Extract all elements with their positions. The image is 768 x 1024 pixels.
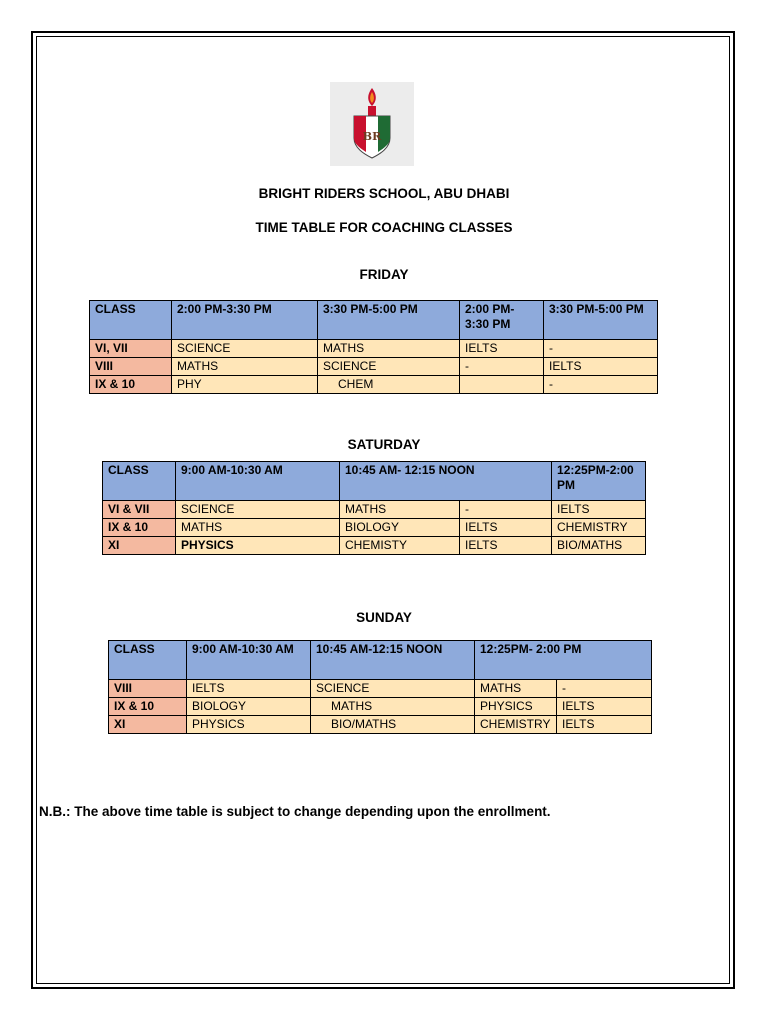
header-cell: 2:00 PM-3:30 PM xyxy=(172,301,318,340)
table-row xyxy=(103,501,646,519)
page-subtitle: TIME TABLE FOR COACHING CLASSES xyxy=(255,220,513,235)
header-cell: 2:00 PM-3:30 PM xyxy=(460,301,544,340)
saturday-heading: SATURDAY xyxy=(347,437,421,452)
school-logo xyxy=(330,82,414,166)
table-cell: SCIENCE xyxy=(318,358,460,376)
table-cell: MATHS xyxy=(172,358,318,376)
table-cell: - xyxy=(460,501,552,519)
table-cell: CHEMISTRY xyxy=(475,716,557,734)
torch-shield-icon xyxy=(330,82,414,166)
class-cell: IX & 10 xyxy=(103,519,176,537)
table-cell: PHYSICS xyxy=(475,698,557,716)
sunday-table xyxy=(108,640,652,734)
table-cell xyxy=(460,376,544,394)
class-cell: VIII xyxy=(90,358,172,376)
table-cell: MATHS xyxy=(318,340,460,358)
table-cell: - xyxy=(544,340,658,358)
table-cell: BIOLOGY xyxy=(340,519,460,537)
table-cell: IELTS xyxy=(552,501,646,519)
table-cell: - xyxy=(544,376,658,394)
header-cell: CLASS xyxy=(109,641,187,680)
table-header-row xyxy=(103,462,646,501)
table-row xyxy=(103,519,646,537)
table-cell: PHY xyxy=(172,376,318,394)
table-cell: - xyxy=(460,358,544,376)
table-cell: IELTS xyxy=(460,340,544,358)
logo-text: BR xyxy=(362,130,382,143)
table-row xyxy=(90,376,658,394)
table-cell: IELTS xyxy=(460,537,552,555)
class-cell: VIII xyxy=(109,680,187,698)
class-cell: XI xyxy=(109,716,187,734)
header-cell: 12:25PM- 2:00 PM xyxy=(475,641,652,680)
class-cell: IX & 10 xyxy=(109,698,187,716)
class-cell: VI & VII xyxy=(103,501,176,519)
header-cell: 10:45 AM- 12:15 NOON xyxy=(340,462,552,501)
header-cell: CLASS xyxy=(103,462,176,501)
table-row xyxy=(90,358,658,376)
table-cell: IELTS xyxy=(187,680,311,698)
class-cell: IX & 10 xyxy=(90,376,172,394)
table-cell: IELTS xyxy=(557,698,652,716)
header-cell: 10:45 AM-12:15 NOON xyxy=(311,641,475,680)
table-cell: BIO/MATHS xyxy=(552,537,646,555)
table-cell: SCIENCE xyxy=(176,501,340,519)
table-cell: IELTS xyxy=(557,716,652,734)
class-cell: VI, VII xyxy=(90,340,172,358)
table-cell: CHEMISTRY xyxy=(552,519,646,537)
table-cell: PHYSICS xyxy=(187,716,311,734)
table-cell: IELTS xyxy=(460,519,552,537)
table-cell: MATHS xyxy=(176,519,340,537)
table-row xyxy=(109,716,652,734)
friday-heading: FRIDAY xyxy=(359,267,409,282)
class-cell: XI xyxy=(103,537,176,555)
friday-table xyxy=(89,300,658,394)
header-cell: 9:00 AM-10:30 AM xyxy=(187,641,311,680)
table-cell: MATHS xyxy=(340,501,460,519)
school-name: BRIGHT RIDERS SCHOOL, ABU DHABI xyxy=(258,186,510,201)
table-row xyxy=(103,537,646,555)
table-row xyxy=(109,680,652,698)
table-cell: BIO/MATHS xyxy=(311,716,475,734)
header-cell: 3:30 PM-5:00 PM xyxy=(544,301,658,340)
table-cell: CHEM xyxy=(318,376,460,394)
header-cell: CLASS xyxy=(90,301,172,340)
table-cell: BIOLOGY xyxy=(187,698,311,716)
table-header-row xyxy=(109,641,652,680)
saturday-table xyxy=(102,461,646,555)
sunday-heading: SUNDAY xyxy=(356,610,412,625)
header-cell: 12:25PM-2:00 PM xyxy=(552,462,646,501)
table-cell: PHYSICS xyxy=(176,537,340,555)
table-cell: MATHS xyxy=(311,698,475,716)
table-cell: SCIENCE xyxy=(311,680,475,698)
header-cell: 3:30 PM-5:00 PM xyxy=(318,301,460,340)
table-cell: SCIENCE xyxy=(172,340,318,358)
table-cell: CHEMISTY xyxy=(340,537,460,555)
table-row xyxy=(109,698,652,716)
table-row xyxy=(90,340,658,358)
table-cell: IELTS xyxy=(544,358,658,376)
table-cell: MATHS xyxy=(475,680,557,698)
header-cell: 9:00 AM-10:30 AM xyxy=(176,462,340,501)
table-cell: - xyxy=(557,680,652,698)
table-header-row xyxy=(90,301,658,340)
footnote: N.B.: The above time table is subject to change depending upon the enrollment. xyxy=(39,804,551,819)
